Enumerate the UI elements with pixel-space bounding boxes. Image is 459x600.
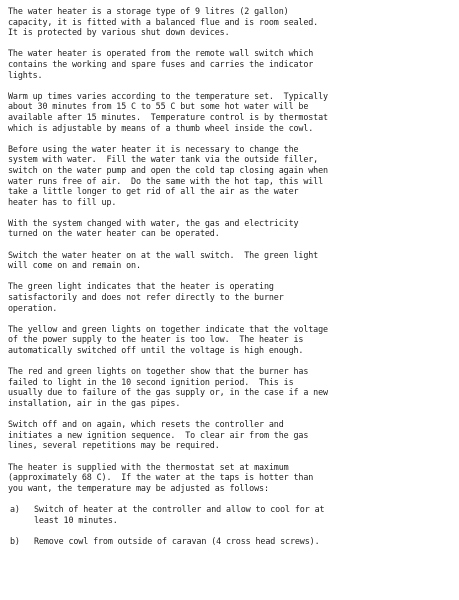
paragraph-switch-on: Switch the water heater on at the wall switch. The green light will come on and remain on. [8, 249, 319, 271]
list-item-text: Switch of heater at the controller and allow to cool for at least 10 minutes. [34, 503, 325, 525]
adjustment-steps-list [8, 504, 449, 546]
list-marker: a) [10, 503, 20, 514]
list-item-text: Remove cowl from outside of caravan (4 cross head screws). [34, 535, 320, 546]
list-marker: b) [10, 535, 20, 546]
paragraph-red-green-lights: The red and green lights on together show that the burner has failed to light in the 10 second ignition period. This is usually due to failure of the gas supply or, in the case if a new installation, air in the gas pipes. [8, 366, 328, 408]
list-item [8, 536, 449, 547]
paragraph-green-light: The green light indicates that the heater is operating satisfactorily and does not refer directly to the burner operation. [8, 281, 284, 313]
paragraph-yellow-green-lights: The yellow and green lights on together indicate that the voltage of the power supply to the heater is too low. The heater is automatically switched off until the voltage is high enough. [8, 323, 328, 355]
paragraph-warm-up-times: Warm up times varies according to the temperature set. Typically about 30 minutes from 15 C to 55 C but some hot water will be available after 15 minutes. Temperature control is by thermostat which is adjustable by means of a thumb wheel inside the cowl. [8, 90, 328, 133]
paragraph-charge-system: Before using the water heater it is necessary to change the system with water. Fill the water tank via the outside filler, switch on the water pump and open the cold tap closing again when water runs free of air. Do the same with the hot tap, this will take a little longer to get rid of all the air as the water heater has to fill up. [8, 143, 328, 207]
paragraph-reset: Switch off and on again, which resets the controller and initiates a new ignition sequence. To clear air from the gas lines, several repetitions may be required. [8, 419, 309, 451]
list-item [8, 504, 449, 525]
paragraph-ready-to-operate: With the system changed with water, the gas and electricity turned on the water heater can be operated. [8, 217, 299, 239]
paragraph-heater-description: The water heater is a storage type of 9 litres (2 gallon) capacity, it is fitted with a balanced flue and is room sealed. It is protected by various shut down devices. [8, 6, 319, 38]
paragraph-wall-switch: The water heater is operated from the remote wall switch which contains the working and spare fuses and carries the indicator lights. [8, 48, 314, 80]
paragraph-thermostat: The heater is supplied with the thermostat set at maximum (approximately 68 C). If the water at the taps is hotter than you want, the temperature may be adjusted as follows: [8, 461, 314, 493]
